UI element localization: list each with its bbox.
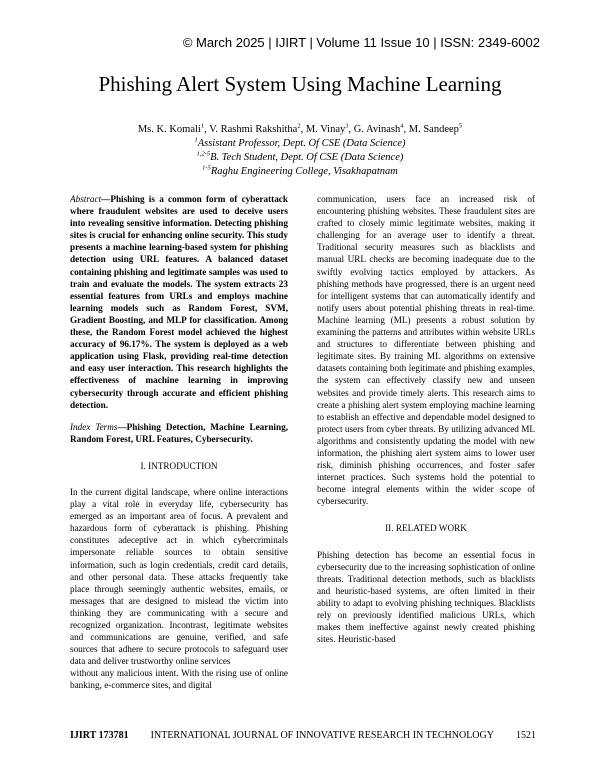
author-sup: 5 xyxy=(458,122,463,130)
affiliation-text: B. Tech Student, Dept. Of CSE (Data Science) xyxy=(210,152,404,163)
affiliation-sup: 1 xyxy=(194,136,198,144)
author-name: , M. Vinay xyxy=(300,124,346,135)
affiliation-sup: 1-5 xyxy=(202,164,211,172)
footer-paper-id: IJIRT 173781 xyxy=(70,730,129,741)
paragraph: In the current digital landscape, where online interactions play a vital role in everyday life, cybersecurity has emerged as an important area of focus. A prevalent and hazardous form of cyberattack is phishing. Phishing constitutes adeceptive act in which cybercriminals impersonate reliable sources to obtain sensitive information, such as login credentials, credit card details, and other personal data. These attacks frequently take place through seemingly authentic websites, emails, or messages that are designed to mislead the victim into thinking they are communicating with a secure and recognized organization. Incontrast, legitimate websites and communications are genuine, verified, and safe sources that adhere to secure protocols to safeguard user data and deliver trustworthy online services xyxy=(70,486,288,667)
affiliation xyxy=(0,151,600,165)
paragraph: communication, users face an increased risk of encountering phishing websites. These fraudulent sites are crafted to closely mimic legitimate websites, making it challenging for an average user to identify a threat. Traditional security measures such as blacklists and manual URL checks are becoming inadequate due to the swiftly evolving tactics employed by attackers. As phishing methods have progressed, there is an urgent need for intelligent systems that can automatically identify and notify users about potential phishing threats in real-time. Machine learning (ML) presents a robust solution by examining the patterns and attributes within website URLs and structures to differentiate between phishing and legitimate sites. By training ML algorithms on extensive datasets containing both legitimate and phishing examples, the system can effectively classify new and unseen websites and provide timely alerts. This research aims to create a phishing alert system employing machine learning to establish an effective and dependable model designed to protect users from cyber threats. By utilizing advanced ML algorithms and consistently updating the model with new information, the phishing alert system aims to lower user risk, diminish phishing occurrences, and foster safer internet practices. Such systems hold the potential to become integral elements within the wider scope of cybersecurity. xyxy=(317,194,535,507)
affiliation xyxy=(0,165,600,179)
journal-header: © March 2025 | IJIRT | Volume 11 Issue 10 | ISSN: 2349-6002 xyxy=(182,35,540,50)
section-heading-related-work: II. RELATED WORK xyxy=(385,523,467,534)
author-sup: 1 xyxy=(200,122,205,130)
paper-title: Phishing Alert System Using Machine Learning xyxy=(98,72,502,96)
affiliation-sup: 1,2-5 xyxy=(196,150,211,158)
author-name: , G. Avinash xyxy=(348,124,401,135)
abstract xyxy=(70,193,288,411)
index-terms-lead: Index Terms xyxy=(70,421,118,432)
author-list xyxy=(0,123,600,137)
author-name: , V. Rashmi Rakshitha xyxy=(204,124,298,135)
author-sup: 3 xyxy=(345,122,349,130)
author-name: Ms. K. Komali xyxy=(137,124,201,135)
paragraph: Phishing detection has become an essential focus in cybersecurity due to the increasing sophistication of online threats. Traditional detection methods, such as blacklists and heuristic-based systems, are often limited in their ability to adapt to evolving phishing techniques. Blacklists rely on previously identified malicious URLs, which makes them ineffective against newly created phishing sites. Heuristic-based xyxy=(317,549,535,645)
footer-journal-name: INTERNATIONAL JOURNAL OF INNOVATIVE RESEARCH IN TECHNOLOGY xyxy=(150,730,494,741)
affiliation-text: Assistant Professor, Dept. Of CSE (Data Science) xyxy=(197,138,406,149)
index-terms xyxy=(70,421,288,445)
left-column xyxy=(70,193,288,692)
author-sup: 4 xyxy=(400,122,404,130)
paragraph: without any malicious intent. With the rising use of online banking, e-commerce sites, and digital xyxy=(70,668,288,691)
abstract-lead: Abstract xyxy=(70,194,102,204)
author-name: , M. Sandeep xyxy=(403,124,459,135)
page-footer xyxy=(70,730,536,741)
affiliation xyxy=(0,137,600,151)
author-block xyxy=(0,123,600,179)
affiliation-text: Raghu Engineering College, Visakhapatnam xyxy=(210,166,398,177)
index-terms-text: —Phishing Detection, Machine Learning, Random Forest, URL Features, Cybersecurity. xyxy=(70,421,288,444)
author-sup: 2 xyxy=(297,122,301,130)
footer-page-number: 1521 xyxy=(515,730,536,741)
abstract-text: —Phishing is a common form of cyberattack where fraudulent websites are used to deceive users into revealing sensitive information. Detecting phishing sites is crucial for enhancing online security. This study presents a machine learning-based system for phishing detection using URL features. A balanced dataset containing phishing and legitimate samples was used to train and evaluate the models. The system extracts 23 essential features from URLs and employs machine learning models such as Random Forest, SVM, Gradient Boosting, and MLP for classification. Among these, the Random Forest model achieved the highest accuracy of 96.17%. The system is deployed as a web application using Flask, providing real-time detection and easy user interaction. This research highlights the effectiveness of machine learning in improving cybersecurity through accurate and efficient phishing detection. xyxy=(70,194,288,410)
right-column xyxy=(317,193,535,645)
section-heading-introduction: I. INTRODUCTION xyxy=(140,460,218,471)
